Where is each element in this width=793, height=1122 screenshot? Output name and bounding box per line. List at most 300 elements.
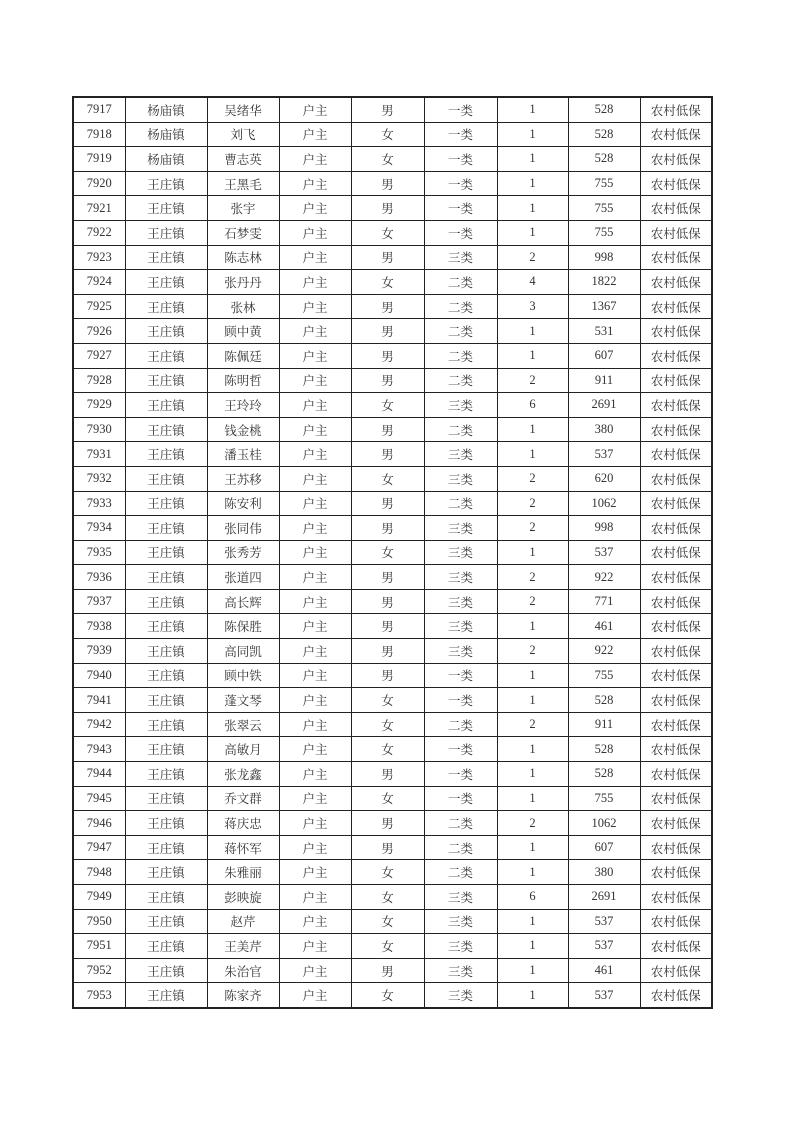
serial-number-cell: 7942 bbox=[73, 712, 125, 737]
table-row bbox=[73, 319, 712, 344]
category-cell: 三类 bbox=[424, 958, 497, 983]
town-cell: 王庄镇 bbox=[125, 393, 207, 418]
amount-cell: 755 bbox=[568, 171, 640, 196]
name-cell: 赵芹 bbox=[207, 909, 279, 934]
assistance-type-cell: 农村低保 bbox=[640, 614, 712, 639]
town-cell: 王庄镇 bbox=[125, 712, 207, 737]
household-size-cell: 1 bbox=[497, 737, 568, 762]
relation-cell: 户主 bbox=[279, 737, 351, 762]
name-cell: 陈志林 bbox=[207, 245, 279, 270]
town-cell: 王庄镇 bbox=[125, 835, 207, 860]
serial-number-cell: 7944 bbox=[73, 762, 125, 787]
gender-cell: 女 bbox=[351, 122, 424, 147]
serial-number-cell: 7920 bbox=[73, 171, 125, 196]
gender-cell: 男 bbox=[351, 319, 424, 344]
relation-cell: 户主 bbox=[279, 614, 351, 639]
category-cell: 三类 bbox=[424, 614, 497, 639]
table-row bbox=[73, 442, 712, 467]
amount-cell: 607 bbox=[568, 835, 640, 860]
gender-cell: 男 bbox=[351, 245, 424, 270]
serial-number-cell: 7919 bbox=[73, 147, 125, 172]
assistance-type-cell: 农村低保 bbox=[640, 294, 712, 319]
table-row bbox=[73, 958, 712, 983]
assistance-type-cell: 农村低保 bbox=[640, 786, 712, 811]
serial-number-cell: 7921 bbox=[73, 196, 125, 221]
assistance-type-cell: 农村低保 bbox=[640, 343, 712, 368]
household-size-cell: 1 bbox=[497, 343, 568, 368]
assistance-type-cell: 农村低保 bbox=[640, 516, 712, 541]
household-size-cell: 2 bbox=[497, 516, 568, 541]
category-cell: 一类 bbox=[424, 786, 497, 811]
assistance-type-cell: 农村低保 bbox=[640, 835, 712, 860]
assistance-type-cell: 农村低保 bbox=[640, 466, 712, 491]
gender-cell: 男 bbox=[351, 663, 424, 688]
table-row bbox=[73, 639, 712, 664]
serial-number-cell: 7926 bbox=[73, 319, 125, 344]
table-row bbox=[73, 786, 712, 811]
name-cell: 顾中黄 bbox=[207, 319, 279, 344]
category-cell: 二类 bbox=[424, 811, 497, 836]
assistance-type-cell: 农村低保 bbox=[640, 860, 712, 885]
table-row bbox=[73, 860, 712, 885]
relation-cell: 户主 bbox=[279, 97, 351, 122]
amount-cell: 771 bbox=[568, 589, 640, 614]
name-cell: 张道四 bbox=[207, 565, 279, 590]
household-size-cell: 2 bbox=[497, 466, 568, 491]
assistance-type-cell: 农村低保 bbox=[640, 811, 712, 836]
amount-cell: 922 bbox=[568, 639, 640, 664]
town-cell: 王庄镇 bbox=[125, 466, 207, 491]
assistance-type-cell: 农村低保 bbox=[640, 122, 712, 147]
name-cell: 陈安利 bbox=[207, 491, 279, 516]
table-row bbox=[73, 294, 712, 319]
name-cell: 乔文群 bbox=[207, 786, 279, 811]
relation-cell: 户主 bbox=[279, 368, 351, 393]
category-cell: 三类 bbox=[424, 639, 497, 664]
table-row bbox=[73, 565, 712, 590]
relation-cell: 户主 bbox=[279, 294, 351, 319]
assistance-type-cell: 农村低保 bbox=[640, 196, 712, 221]
serial-number-cell: 7934 bbox=[73, 516, 125, 541]
amount-cell: 537 bbox=[568, 983, 640, 1008]
town-cell: 王庄镇 bbox=[125, 983, 207, 1008]
name-cell: 张丹丹 bbox=[207, 270, 279, 295]
name-cell: 高长辉 bbox=[207, 589, 279, 614]
gender-cell: 男 bbox=[351, 417, 424, 442]
relation-cell: 户主 bbox=[279, 540, 351, 565]
relation-cell: 户主 bbox=[279, 491, 351, 516]
town-cell: 杨庙镇 bbox=[125, 122, 207, 147]
town-cell: 王庄镇 bbox=[125, 270, 207, 295]
town-cell: 王庄镇 bbox=[125, 540, 207, 565]
name-cell: 王黑毛 bbox=[207, 171, 279, 196]
gender-cell: 女 bbox=[351, 270, 424, 295]
serial-number-cell: 7936 bbox=[73, 565, 125, 590]
town-cell: 王庄镇 bbox=[125, 491, 207, 516]
category-cell: 一类 bbox=[424, 147, 497, 172]
household-size-cell: 1 bbox=[497, 835, 568, 860]
category-cell: 二类 bbox=[424, 270, 497, 295]
amount-cell: 2691 bbox=[568, 885, 640, 910]
table-row bbox=[73, 270, 712, 295]
name-cell: 石梦雯 bbox=[207, 220, 279, 245]
relation-cell: 户主 bbox=[279, 688, 351, 713]
household-size-cell: 1 bbox=[497, 220, 568, 245]
household-size-cell: 2 bbox=[497, 712, 568, 737]
assistance-type-cell: 农村低保 bbox=[640, 909, 712, 934]
name-cell: 钱金桃 bbox=[207, 417, 279, 442]
serial-number-cell: 7922 bbox=[73, 220, 125, 245]
household-size-cell: 2 bbox=[497, 491, 568, 516]
name-cell: 彭映旋 bbox=[207, 885, 279, 910]
category-cell: 一类 bbox=[424, 688, 497, 713]
serial-number-cell: 7940 bbox=[73, 663, 125, 688]
name-cell: 陈明哲 bbox=[207, 368, 279, 393]
category-cell: 二类 bbox=[424, 294, 497, 319]
serial-number-cell: 7941 bbox=[73, 688, 125, 713]
household-size-cell: 1 bbox=[497, 196, 568, 221]
amount-cell: 537 bbox=[568, 442, 640, 467]
name-cell: 张宇 bbox=[207, 196, 279, 221]
serial-number-cell: 7943 bbox=[73, 737, 125, 762]
assistance-type-cell: 农村低保 bbox=[640, 540, 712, 565]
amount-cell: 755 bbox=[568, 196, 640, 221]
category-cell: 三类 bbox=[424, 245, 497, 270]
relief-roster-table bbox=[72, 96, 713, 1009]
amount-cell: 1822 bbox=[568, 270, 640, 295]
name-cell: 张同伟 bbox=[207, 516, 279, 541]
serial-number-cell: 7938 bbox=[73, 614, 125, 639]
household-size-cell: 2 bbox=[497, 245, 568, 270]
category-cell: 二类 bbox=[424, 835, 497, 860]
relation-cell: 户主 bbox=[279, 786, 351, 811]
category-cell: 二类 bbox=[424, 491, 497, 516]
name-cell: 朱雅丽 bbox=[207, 860, 279, 885]
gender-cell: 女 bbox=[351, 909, 424, 934]
gender-cell: 女 bbox=[351, 688, 424, 713]
category-cell: 三类 bbox=[424, 934, 497, 959]
amount-cell: 911 bbox=[568, 712, 640, 737]
assistance-type-cell: 农村低保 bbox=[640, 934, 712, 959]
gender-cell: 男 bbox=[351, 294, 424, 319]
household-size-cell: 1 bbox=[497, 786, 568, 811]
gender-cell: 男 bbox=[351, 516, 424, 541]
name-cell: 王玲玲 bbox=[207, 393, 279, 418]
table-row bbox=[73, 220, 712, 245]
table-row bbox=[73, 909, 712, 934]
relation-cell: 户主 bbox=[279, 885, 351, 910]
serial-number-cell: 7948 bbox=[73, 860, 125, 885]
serial-number-cell: 7952 bbox=[73, 958, 125, 983]
category-cell: 三类 bbox=[424, 466, 497, 491]
relation-cell: 户主 bbox=[279, 589, 351, 614]
category-cell: 三类 bbox=[424, 885, 497, 910]
amount-cell: 461 bbox=[568, 614, 640, 639]
assistance-type-cell: 农村低保 bbox=[640, 983, 712, 1008]
household-size-cell: 1 bbox=[497, 663, 568, 688]
serial-number-cell: 7927 bbox=[73, 343, 125, 368]
assistance-type-cell: 农村低保 bbox=[640, 639, 712, 664]
assistance-type-cell: 农村低保 bbox=[640, 270, 712, 295]
household-size-cell: 2 bbox=[497, 565, 568, 590]
amount-cell: 922 bbox=[568, 565, 640, 590]
gender-cell: 男 bbox=[351, 565, 424, 590]
relation-cell: 户主 bbox=[279, 983, 351, 1008]
assistance-type-cell: 农村低保 bbox=[640, 958, 712, 983]
town-cell: 王庄镇 bbox=[125, 614, 207, 639]
relation-cell: 户主 bbox=[279, 762, 351, 787]
amount-cell: 380 bbox=[568, 860, 640, 885]
gender-cell: 男 bbox=[351, 368, 424, 393]
category-cell: 一类 bbox=[424, 220, 497, 245]
relation-cell: 户主 bbox=[279, 565, 351, 590]
name-cell: 吴绪华 bbox=[207, 97, 279, 122]
household-size-cell: 1 bbox=[497, 762, 568, 787]
serial-number-cell: 7917 bbox=[73, 97, 125, 122]
serial-number-cell: 7918 bbox=[73, 122, 125, 147]
household-size-cell: 2 bbox=[497, 639, 568, 664]
gender-cell: 男 bbox=[351, 639, 424, 664]
gender-cell: 女 bbox=[351, 220, 424, 245]
assistance-type-cell: 农村低保 bbox=[640, 417, 712, 442]
household-size-cell: 1 bbox=[497, 171, 568, 196]
serial-number-cell: 7925 bbox=[73, 294, 125, 319]
table-row bbox=[73, 835, 712, 860]
name-cell: 张翠云 bbox=[207, 712, 279, 737]
assistance-type-cell: 农村低保 bbox=[640, 368, 712, 393]
gender-cell: 男 bbox=[351, 491, 424, 516]
gender-cell: 女 bbox=[351, 885, 424, 910]
serial-number-cell: 7930 bbox=[73, 417, 125, 442]
relation-cell: 户主 bbox=[279, 270, 351, 295]
serial-number-cell: 7953 bbox=[73, 983, 125, 1008]
town-cell: 王庄镇 bbox=[125, 516, 207, 541]
name-cell: 蒋怀军 bbox=[207, 835, 279, 860]
household-size-cell: 1 bbox=[497, 540, 568, 565]
category-cell: 三类 bbox=[424, 540, 497, 565]
serial-number-cell: 7939 bbox=[73, 639, 125, 664]
amount-cell: 528 bbox=[568, 122, 640, 147]
gender-cell: 男 bbox=[351, 589, 424, 614]
relation-cell: 户主 bbox=[279, 516, 351, 541]
household-size-cell: 6 bbox=[497, 885, 568, 910]
town-cell: 杨庙镇 bbox=[125, 97, 207, 122]
category-cell: 一类 bbox=[424, 663, 497, 688]
assistance-type-cell: 农村低保 bbox=[640, 220, 712, 245]
name-cell: 王苏移 bbox=[207, 466, 279, 491]
household-size-cell: 1 bbox=[497, 442, 568, 467]
relation-cell: 户主 bbox=[279, 466, 351, 491]
table-row bbox=[73, 368, 712, 393]
table-row bbox=[73, 811, 712, 836]
amount-cell: 528 bbox=[568, 97, 640, 122]
assistance-type-cell: 农村低保 bbox=[640, 171, 712, 196]
gender-cell: 男 bbox=[351, 97, 424, 122]
table-row bbox=[73, 171, 712, 196]
amount-cell: 531 bbox=[568, 319, 640, 344]
household-size-cell: 2 bbox=[497, 811, 568, 836]
name-cell: 王美芹 bbox=[207, 934, 279, 959]
gender-cell: 女 bbox=[351, 540, 424, 565]
town-cell: 王庄镇 bbox=[125, 639, 207, 664]
town-cell: 王庄镇 bbox=[125, 417, 207, 442]
assistance-type-cell: 农村低保 bbox=[640, 565, 712, 590]
category-cell: 三类 bbox=[424, 589, 497, 614]
relation-cell: 户主 bbox=[279, 417, 351, 442]
category-cell: 三类 bbox=[424, 983, 497, 1008]
gender-cell: 男 bbox=[351, 343, 424, 368]
name-cell: 蒋庆忠 bbox=[207, 811, 279, 836]
category-cell: 三类 bbox=[424, 442, 497, 467]
town-cell: 王庄镇 bbox=[125, 319, 207, 344]
gender-cell: 女 bbox=[351, 466, 424, 491]
gender-cell: 女 bbox=[351, 712, 424, 737]
assistance-type-cell: 农村低保 bbox=[640, 147, 712, 172]
relation-cell: 户主 bbox=[279, 220, 351, 245]
household-size-cell: 1 bbox=[497, 147, 568, 172]
amount-cell: 537 bbox=[568, 934, 640, 959]
serial-number-cell: 7945 bbox=[73, 786, 125, 811]
gender-cell: 女 bbox=[351, 983, 424, 1008]
assistance-type-cell: 农村低保 bbox=[640, 97, 712, 122]
table-row bbox=[73, 491, 712, 516]
gender-cell: 女 bbox=[351, 393, 424, 418]
town-cell: 王庄镇 bbox=[125, 811, 207, 836]
category-cell: 三类 bbox=[424, 909, 497, 934]
town-cell: 王庄镇 bbox=[125, 762, 207, 787]
category-cell: 一类 bbox=[424, 762, 497, 787]
name-cell: 朱治官 bbox=[207, 958, 279, 983]
amount-cell: 620 bbox=[568, 466, 640, 491]
gender-cell: 女 bbox=[351, 737, 424, 762]
name-cell: 曹志英 bbox=[207, 147, 279, 172]
relation-cell: 户主 bbox=[279, 442, 351, 467]
amount-cell: 537 bbox=[568, 909, 640, 934]
household-size-cell: 1 bbox=[497, 319, 568, 344]
assistance-type-cell: 农村低保 bbox=[640, 762, 712, 787]
town-cell: 王庄镇 bbox=[125, 786, 207, 811]
household-size-cell: 1 bbox=[497, 934, 568, 959]
household-size-cell: 1 bbox=[497, 909, 568, 934]
amount-cell: 1062 bbox=[568, 811, 640, 836]
category-cell: 二类 bbox=[424, 712, 497, 737]
category-cell: 二类 bbox=[424, 417, 497, 442]
serial-number-cell: 7935 bbox=[73, 540, 125, 565]
household-size-cell: 1 bbox=[497, 958, 568, 983]
relation-cell: 户主 bbox=[279, 393, 351, 418]
name-cell: 高同凯 bbox=[207, 639, 279, 664]
amount-cell: 461 bbox=[568, 958, 640, 983]
town-cell: 王庄镇 bbox=[125, 565, 207, 590]
town-cell: 王庄镇 bbox=[125, 343, 207, 368]
gender-cell: 男 bbox=[351, 811, 424, 836]
town-cell: 王庄镇 bbox=[125, 934, 207, 959]
town-cell: 王庄镇 bbox=[125, 909, 207, 934]
amount-cell: 528 bbox=[568, 762, 640, 787]
table-row bbox=[73, 934, 712, 959]
table-body bbox=[73, 97, 712, 1008]
relation-cell: 户主 bbox=[279, 909, 351, 934]
relation-cell: 户主 bbox=[279, 196, 351, 221]
name-cell: 潘玉桂 bbox=[207, 442, 279, 467]
table-row bbox=[73, 540, 712, 565]
gender-cell: 男 bbox=[351, 614, 424, 639]
name-cell: 高敏月 bbox=[207, 737, 279, 762]
category-cell: 二类 bbox=[424, 368, 497, 393]
gender-cell: 男 bbox=[351, 442, 424, 467]
town-cell: 王庄镇 bbox=[125, 737, 207, 762]
town-cell: 王庄镇 bbox=[125, 245, 207, 270]
assistance-type-cell: 农村低保 bbox=[640, 393, 712, 418]
household-size-cell: 2 bbox=[497, 368, 568, 393]
serial-number-cell: 7950 bbox=[73, 909, 125, 934]
relation-cell: 户主 bbox=[279, 245, 351, 270]
town-cell: 王庄镇 bbox=[125, 958, 207, 983]
relation-cell: 户主 bbox=[279, 958, 351, 983]
serial-number-cell: 7932 bbox=[73, 466, 125, 491]
name-cell: 陈保胜 bbox=[207, 614, 279, 639]
name-cell: 张秀芳 bbox=[207, 540, 279, 565]
assistance-type-cell: 农村低保 bbox=[640, 589, 712, 614]
table-row bbox=[73, 393, 712, 418]
table-row bbox=[73, 614, 712, 639]
household-size-cell: 1 bbox=[497, 983, 568, 1008]
serial-number-cell: 7923 bbox=[73, 245, 125, 270]
table-row bbox=[73, 417, 712, 442]
name-cell: 顾中铁 bbox=[207, 663, 279, 688]
town-cell: 王庄镇 bbox=[125, 663, 207, 688]
gender-cell: 男 bbox=[351, 958, 424, 983]
assistance-type-cell: 农村低保 bbox=[640, 491, 712, 516]
town-cell: 王庄镇 bbox=[125, 294, 207, 319]
amount-cell: 998 bbox=[568, 516, 640, 541]
table-row bbox=[73, 983, 712, 1008]
town-cell: 王庄镇 bbox=[125, 220, 207, 245]
table-row bbox=[73, 688, 712, 713]
town-cell: 王庄镇 bbox=[125, 860, 207, 885]
name-cell: 蓬文琴 bbox=[207, 688, 279, 713]
table-row bbox=[73, 762, 712, 787]
relation-cell: 户主 bbox=[279, 663, 351, 688]
relation-cell: 户主 bbox=[279, 712, 351, 737]
name-cell: 张林 bbox=[207, 294, 279, 319]
assistance-type-cell: 农村低保 bbox=[640, 688, 712, 713]
amount-cell: 537 bbox=[568, 540, 640, 565]
gender-cell: 男 bbox=[351, 835, 424, 860]
table-row bbox=[73, 122, 712, 147]
amount-cell: 755 bbox=[568, 663, 640, 688]
assistance-type-cell: 农村低保 bbox=[640, 319, 712, 344]
gender-cell: 女 bbox=[351, 934, 424, 959]
amount-cell: 2691 bbox=[568, 393, 640, 418]
amount-cell: 911 bbox=[568, 368, 640, 393]
table-row bbox=[73, 147, 712, 172]
name-cell: 陈家齐 bbox=[207, 983, 279, 1008]
serial-number-cell: 7947 bbox=[73, 835, 125, 860]
household-size-cell: 2 bbox=[497, 589, 568, 614]
relation-cell: 户主 bbox=[279, 343, 351, 368]
category-cell: 一类 bbox=[424, 97, 497, 122]
table-row bbox=[73, 466, 712, 491]
household-size-cell: 1 bbox=[497, 97, 568, 122]
household-size-cell: 1 bbox=[497, 614, 568, 639]
serial-number-cell: 7924 bbox=[73, 270, 125, 295]
table-row bbox=[73, 516, 712, 541]
serial-number-cell: 7951 bbox=[73, 934, 125, 959]
amount-cell: 755 bbox=[568, 220, 640, 245]
relation-cell: 户主 bbox=[279, 122, 351, 147]
town-cell: 王庄镇 bbox=[125, 442, 207, 467]
